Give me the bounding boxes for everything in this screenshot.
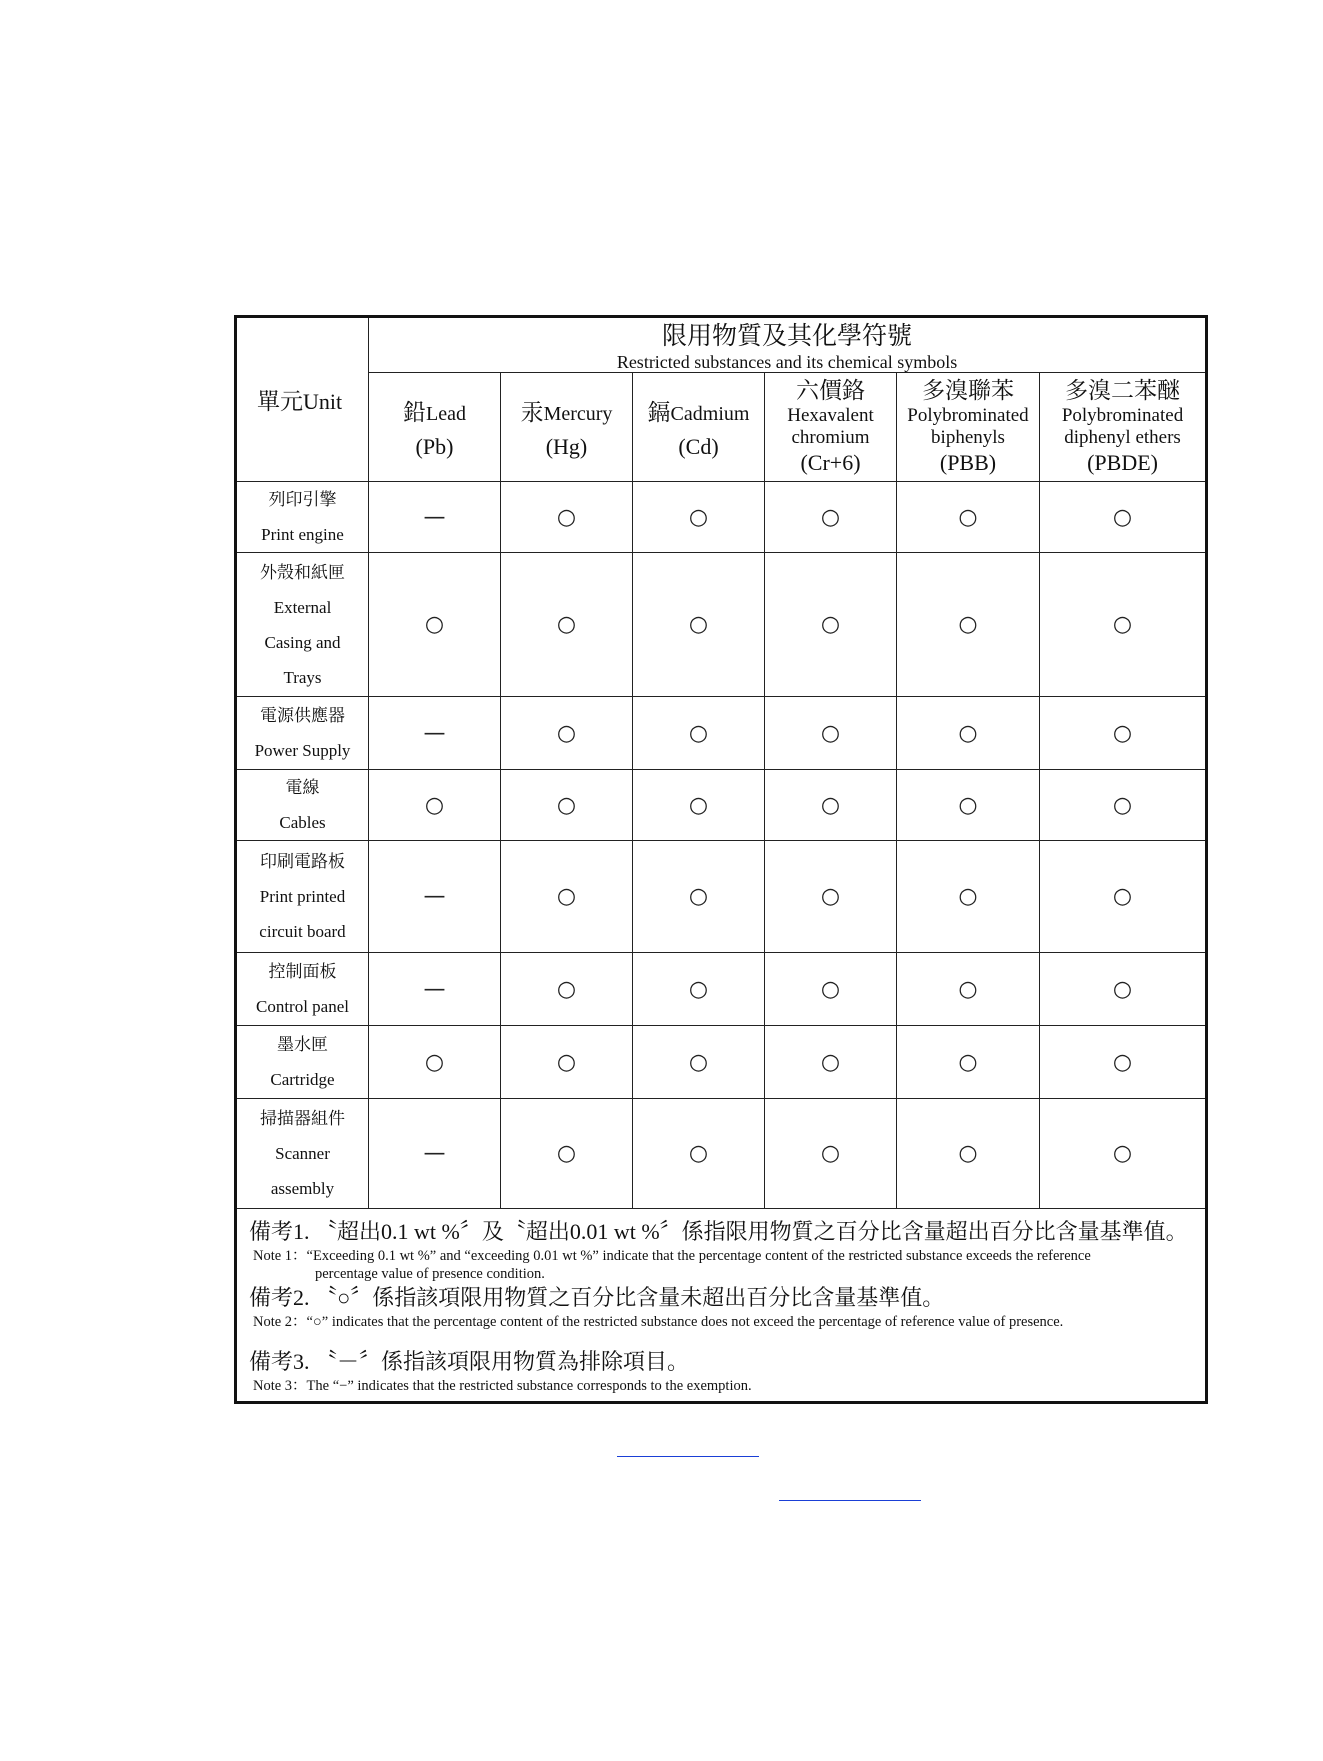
- substance-header: [501, 373, 633, 482]
- component-en: External: [273, 597, 332, 617]
- circle-mark: ○: [1040, 1026, 1207, 1099]
- circle-mark: ○: [765, 482, 897, 553]
- component-en: Print engine: [261, 525, 344, 544]
- component-zh: 外殼和紙匣: [260, 562, 345, 582]
- substance-en: chromium: [791, 427, 870, 448]
- component-en: Casing and: [264, 632, 341, 652]
- circle-mark: ○: [1040, 841, 1207, 953]
- circle-mark: ○: [633, 953, 765, 1026]
- substance-en: Mercury: [543, 402, 613, 425]
- component-en: Control panel: [255, 997, 349, 1016]
- circle-mark: ○: [633, 770, 765, 841]
- substance-en: Cadmium: [670, 402, 750, 425]
- circle-mark: ○: [633, 553, 765, 697]
- component-zh: 電線: [285, 778, 320, 797]
- substance-symbol: (Cr+6): [800, 450, 861, 475]
- circle-mark: ○: [897, 770, 1040, 841]
- component-en: assembly: [270, 1179, 335, 1198]
- circle-mark: ○: [897, 553, 1040, 697]
- circle-mark: ○: [501, 1026, 633, 1099]
- component-label: [236, 1099, 369, 1209]
- circle-mark: ○: [897, 482, 1040, 553]
- circle-mark: ○: [369, 1026, 501, 1099]
- substance-header: [765, 373, 897, 482]
- component-en: Cartridge: [270, 1070, 335, 1089]
- substance-header: [633, 373, 765, 482]
- substance-zh: 鉛: [403, 399, 426, 425]
- circle-mark: ○: [633, 1099, 765, 1209]
- circle-mark: ○: [1040, 770, 1207, 841]
- table-row: [236, 1026, 1207, 1099]
- link-underline-1[interactable]: [617, 1456, 759, 1457]
- dash-mark: —: [369, 697, 501, 770]
- circle-mark: ○: [897, 1026, 1040, 1099]
- circle-mark: ○: [633, 1026, 765, 1099]
- table-row: [236, 553, 1207, 697]
- notes-cell: [236, 1209, 1207, 1403]
- circle-mark: ○: [1040, 482, 1207, 553]
- note1-en: Note 1：“Exceeding 0.1 wt %” and “exceeding 0.01 wt %” indicate that the percentage content of the restricted substance exceeds the reference percentage value of presence condition.: [253, 1248, 1091, 1282]
- link-underline-2[interactable]: [779, 1500, 921, 1501]
- substance-en: Hexavalent: [787, 405, 874, 426]
- table-row: [236, 697, 1207, 770]
- rohs-table: [234, 315, 1208, 1404]
- component-zh: 列印引擎: [268, 490, 337, 509]
- component-zh: 掃描器組件: [260, 1109, 345, 1128]
- circle-mark: ○: [369, 553, 501, 697]
- component-en: Scanner: [275, 1144, 330, 1163]
- circle-mark: ○: [501, 953, 633, 1026]
- dash-mark: —: [369, 953, 501, 1026]
- circle-mark: ○: [633, 482, 765, 553]
- substance-header: [369, 373, 501, 482]
- substance-symbol: (Pb): [415, 433, 454, 459]
- circle-mark: ○: [1040, 953, 1207, 1026]
- circle-mark: ○: [501, 770, 633, 841]
- component-en: Print printed: [259, 887, 346, 906]
- substance-symbol: (Cd): [678, 433, 719, 459]
- circle-mark: ○: [897, 1099, 1040, 1209]
- component-zh: 電源供應器: [260, 706, 345, 725]
- note2-en: Note 2：“○” indicates that the percentage content of the restricted substance does not exceed the percentage of reference value of presence.: [253, 1314, 1064, 1330]
- circle-mark: ○: [501, 1099, 633, 1209]
- circle-mark: ○: [765, 697, 897, 770]
- component-label: [236, 553, 369, 697]
- component-label: [236, 770, 369, 841]
- circle-mark: ○: [501, 841, 633, 953]
- component-label: [236, 697, 369, 770]
- substance-en: diphenyl ethers: [1064, 427, 1181, 448]
- circle-mark: ○: [1040, 553, 1207, 697]
- component-zh: 印刷電路板: [260, 852, 345, 871]
- dash-mark: —: [369, 1099, 501, 1209]
- circle-mark: ○: [897, 953, 1040, 1026]
- circle-mark: ○: [765, 1099, 897, 1209]
- substance-zh: 鎘: [647, 399, 671, 425]
- circle-mark: ○: [501, 482, 633, 553]
- table-row: [236, 953, 1207, 1026]
- substance-symbol: (PBB): [939, 450, 997, 475]
- component-label: [236, 953, 369, 1026]
- table-row: [236, 841, 1207, 953]
- component-en: Trays: [283, 667, 322, 687]
- component-en: Power Supply: [254, 741, 351, 760]
- component-en: circuit board: [259, 922, 346, 941]
- dash-mark: —: [369, 841, 501, 953]
- component-zh: 墨水匣: [277, 1035, 328, 1054]
- circle-mark: ○: [501, 697, 633, 770]
- unit-header: 單元Unit: [236, 317, 369, 482]
- circle-mark: ○: [1040, 697, 1207, 770]
- circle-mark: ○: [897, 841, 1040, 953]
- circle-mark: ○: [765, 1026, 897, 1099]
- substance-header: [1040, 373, 1207, 482]
- substance-en: biphenyls: [931, 427, 1005, 448]
- substance-symbol: (Hg): [545, 433, 588, 459]
- component-label: [236, 841, 369, 953]
- circle-mark: ○: [765, 553, 897, 697]
- circle-mark: ○: [765, 953, 897, 1026]
- table-row: [236, 1099, 1207, 1209]
- circle-mark: ○: [897, 697, 1040, 770]
- circle-mark: ○: [765, 770, 897, 841]
- dash-mark: —: [369, 482, 501, 553]
- substance-zh: 多溴二苯醚: [1065, 378, 1181, 403]
- component-label: [236, 482, 369, 553]
- substance-zh: 汞: [520, 399, 544, 425]
- note3-en: Note 3：The “−” indicates that the restricted substance corresponds to the exemption.: [253, 1378, 752, 1394]
- table-row: [236, 482, 1207, 553]
- circle-mark: ○: [369, 770, 501, 841]
- circle-mark: ○: [765, 841, 897, 953]
- note1-zh: 備考1. 〝超出0.1 wt %〞及〝超出0.01 wt %〞係指限用物質之百分比含量超出百分比含量基準值。: [249, 1219, 1188, 1244]
- circle-mark: ○: [633, 841, 765, 953]
- substance-header: [897, 373, 1040, 482]
- substances-title: 限用物質及其化學符號 Restricted substances and its chemical symbols: [369, 317, 1207, 373]
- substance-zh: 六價鉻: [796, 378, 865, 403]
- component-zh: 控制面板: [268, 962, 337, 981]
- substance-symbol: (PBDE): [1087, 450, 1158, 475]
- note2-zh: 備考2. 〝○〞係指該項限用物質之百分比含量未超出百分比含量基準值。: [249, 1285, 945, 1310]
- substance-en: Lead: [426, 402, 466, 425]
- circle-mark: ○: [633, 697, 765, 770]
- substance-en: Polybrominated: [1061, 405, 1184, 426]
- note3-zh: 備考3. 〝－〞係指該項限用物質為排除項目。: [249, 1349, 690, 1374]
- circle-mark: ○: [501, 553, 633, 697]
- substance-en: Polybrominated: [907, 405, 1029, 426]
- component-en: Cables: [279, 813, 326, 832]
- component-label: [236, 1026, 369, 1099]
- circle-mark: ○: [1040, 1099, 1207, 1209]
- substance-zh: 多溴聯苯: [922, 378, 1014, 403]
- table-row: [236, 770, 1207, 841]
